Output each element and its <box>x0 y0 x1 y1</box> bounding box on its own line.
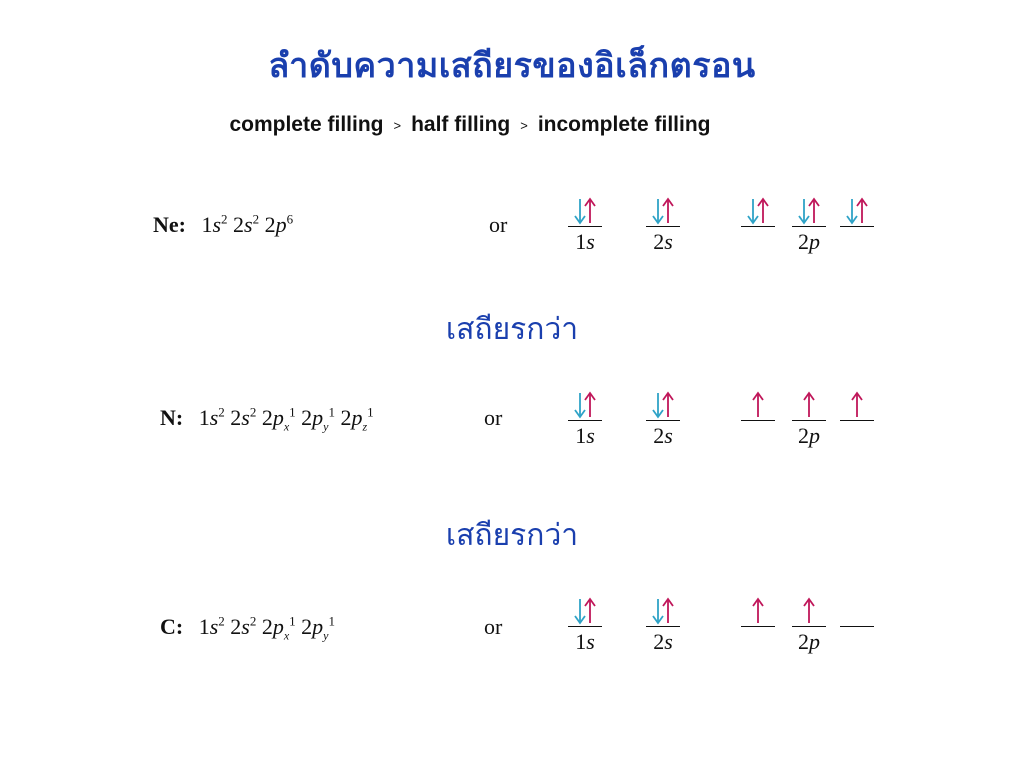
orbital-box <box>792 390 826 448</box>
orbital-line <box>568 420 602 421</box>
electron-arrows <box>741 596 775 626</box>
orbital-line <box>646 226 680 227</box>
orbital-line <box>568 226 602 227</box>
stability-order <box>0 113 940 137</box>
orbital-line <box>840 420 874 421</box>
electron-arrows <box>840 196 874 226</box>
orbital-label: 2p <box>798 629 820 654</box>
complete-filling-label: complete filling <box>229 113 384 136</box>
half-filling-label: half filling <box>411 113 511 136</box>
orbital-label: 2s <box>653 423 673 448</box>
greater-than-symbol: > <box>393 118 402 133</box>
orbital-label: 1s <box>575 423 595 448</box>
orbital-label: 1s <box>575 629 595 654</box>
electron-arrows <box>792 596 826 626</box>
electron-arrows <box>646 596 680 626</box>
orbital-box <box>646 390 680 448</box>
c-configuration <box>160 614 335 644</box>
orbital-line <box>568 626 602 627</box>
electron-arrows <box>840 596 874 626</box>
orbital-box <box>568 390 602 448</box>
orbital-line <box>646 626 680 627</box>
page-title: ลำดับความเสถียรของอิเล็กตรอน <box>268 46 756 86</box>
orbital-box <box>741 196 775 254</box>
orbital-box <box>646 596 680 654</box>
electron-arrows <box>741 196 775 226</box>
orbital-line <box>840 226 874 227</box>
orbital-box <box>840 596 874 654</box>
or-label: or <box>484 614 503 639</box>
orbital-box <box>646 196 680 254</box>
electron-arrows <box>840 390 874 420</box>
electron-configuration-text: $1s^2$ $2s^2$ $2p_x^1$ $2p_y^1$ $2p_z^1$ <box>198 405 374 434</box>
orbital-line <box>792 226 826 227</box>
more-stable-label: เสถียรกว่า <box>445 518 579 553</box>
orbital-line <box>646 420 680 421</box>
orbital-line <box>792 420 826 421</box>
orbital-box <box>568 596 602 654</box>
orbital-label: 2s <box>653 629 673 654</box>
electron-arrows <box>792 390 826 420</box>
greater-than-symbol: > <box>520 118 528 133</box>
orbital-box <box>741 596 775 654</box>
electron-configuration-text: $1s^2$ $2s^2$ $2p_x^1$ $2p_y^1$ <box>198 614 335 643</box>
orbital-box <box>840 390 874 448</box>
or-label: or <box>489 212 508 237</box>
element-symbol: Ne: <box>153 212 186 238</box>
ne-configuration <box>153 212 293 238</box>
n-configuration <box>160 405 374 435</box>
or-label: or <box>484 405 503 430</box>
orbital-line <box>741 420 775 421</box>
orbital-box <box>840 196 874 254</box>
orbital-box <box>792 596 826 654</box>
orbital-line <box>792 626 826 627</box>
orbital-box <box>792 196 826 254</box>
orbital-box <box>741 390 775 448</box>
electron-configuration-text: $1s^2$ $2s^2$ $2p^6$ <box>201 212 294 238</box>
orbital-line <box>741 626 775 627</box>
electron-arrows <box>741 390 775 420</box>
electron-arrows <box>792 196 826 226</box>
electron-arrows <box>568 196 602 226</box>
orbital-label: 1s <box>575 229 595 254</box>
electron-arrows <box>568 596 602 626</box>
electron-arrows <box>568 390 602 420</box>
element-symbol: C: <box>160 614 184 640</box>
orbital-line <box>741 226 775 227</box>
incomplete-filling-label: incomplete filling <box>537 113 711 136</box>
orbital-box <box>568 196 602 254</box>
electron-arrows <box>646 390 680 420</box>
element-symbol: N: <box>160 405 184 431</box>
orbital-label: 2p <box>798 423 820 448</box>
electron-arrows <box>646 196 680 226</box>
orbital-label: 2p <box>798 229 820 254</box>
orbital-label: 2s <box>653 229 673 254</box>
orbital-line <box>840 626 874 627</box>
more-stable-label: เสถียรกว่า <box>445 312 579 347</box>
